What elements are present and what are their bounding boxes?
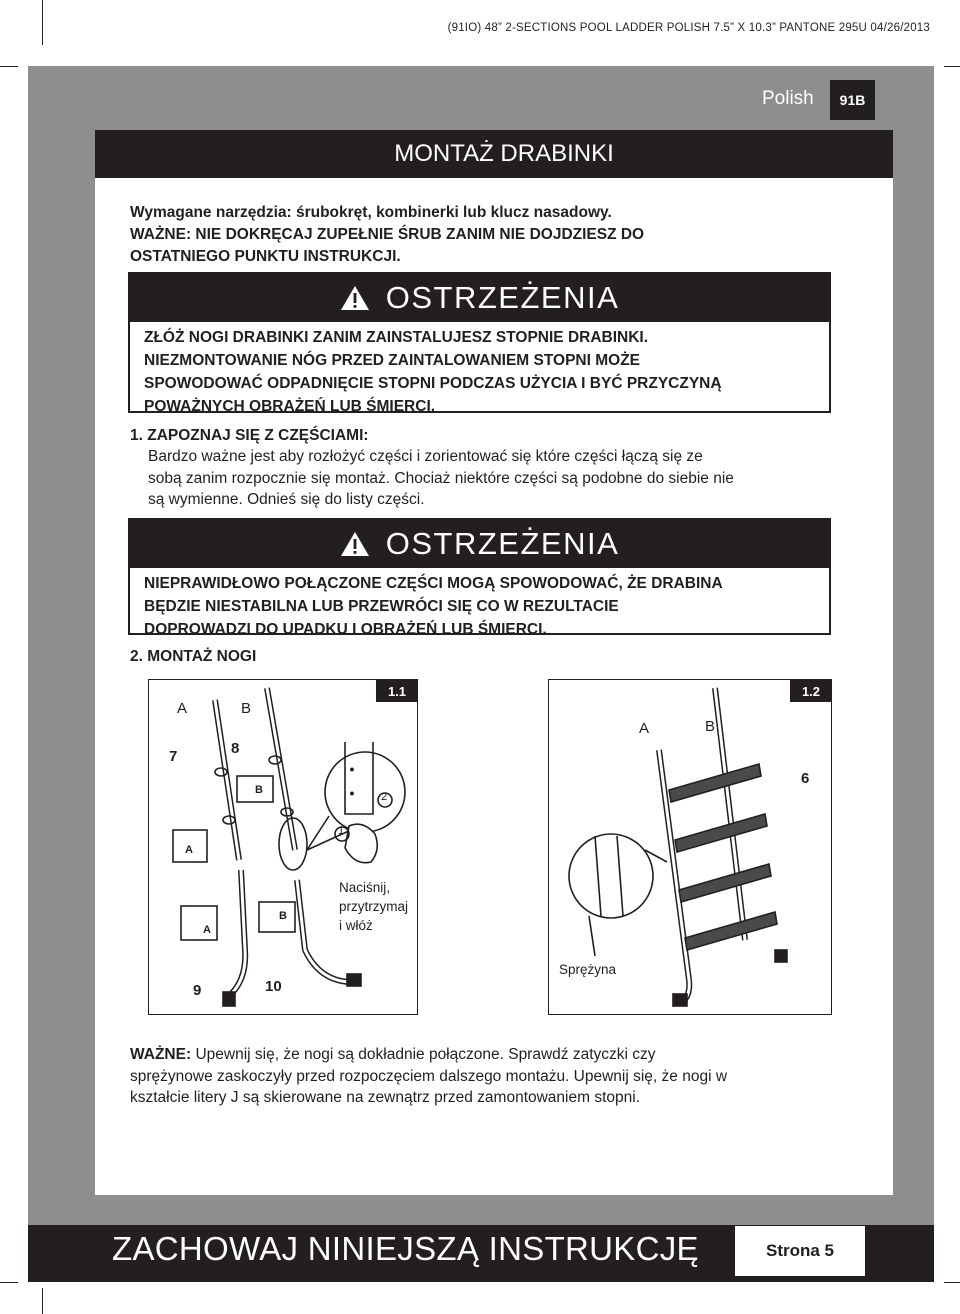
spring-caption: Sprężyna bbox=[559, 962, 617, 977]
intro-line: WAŻNE: NIE DOKRĘCAJ ZUPEŁNIE ŚRUB ZANIM NIE DOJDZIESZ DO bbox=[130, 226, 645, 243]
note-lead: WAŻNE: bbox=[130, 1046, 192, 1063]
part-7-label: 7 bbox=[169, 748, 178, 765]
step-line: sobą zanim rozpocznie się montaż. Chociaż niektóre części są podobne do siebie nie bbox=[148, 469, 734, 487]
intro-line: OSTATNIEGO PUNKTU INSTRUKCJI. bbox=[130, 248, 401, 265]
print-info-header: (91IO) 48” 2-SECTIONS POOL LADDER POLISH 7.5” X 10.3” PANTONE 295U 04/26/2013 bbox=[447, 22, 930, 34]
label-b: B bbox=[241, 700, 252, 717]
warning-line: POWAŻNYCH OBRAŻEŃ LUB ŚMIERCI. bbox=[144, 398, 436, 415]
crop-mark bbox=[944, 66, 960, 67]
warning-line: DOPROWADZI DO UPADKU I OBRAŻEŃ LUB ŚMIERCI. bbox=[144, 621, 547, 638]
warning-box-parts bbox=[128, 518, 831, 638]
step-1-body bbox=[148, 446, 734, 511]
step-line: są wymienne. Odnieś się do listy części. bbox=[148, 491, 425, 508]
caption-line: i włóż bbox=[339, 918, 373, 933]
label-a: A bbox=[639, 720, 650, 737]
bracket-tag-a: A bbox=[203, 924, 211, 936]
warning-body bbox=[130, 322, 829, 418]
page-title: MONTAŻ DRABINKI bbox=[95, 130, 893, 178]
note-text: sprężynowe zaskoczyły przed rozpoczęciem dalszego montażu. Upewnij się, że nogi w bbox=[130, 1067, 728, 1085]
bracket-tag-b: B bbox=[255, 784, 263, 796]
note-text: kształcie litery J są skierowane na zewnątrz przed zamontowaniem stopni. bbox=[130, 1089, 641, 1106]
step-circle-1: 1 bbox=[338, 825, 345, 837]
page-number: Strona 5 bbox=[735, 1226, 865, 1276]
warning-line: NIEZMONTOWANIE NÓG PRZED ZAINTALOWANIEM STOPNI MOŻE bbox=[144, 352, 640, 369]
part-10-label: 10 bbox=[265, 978, 282, 995]
warning-box-legs bbox=[128, 272, 831, 413]
bracket-tag-b: B bbox=[279, 910, 287, 922]
press-hold-insert-caption bbox=[339, 878, 408, 935]
figure-1-2 bbox=[548, 679, 832, 1015]
warning-header bbox=[130, 520, 829, 568]
step-1-title: 1. ZAPOZNAJ SIĘ Z CZĘŚCIAMI: bbox=[130, 427, 369, 444]
warning-header bbox=[130, 274, 829, 322]
warning-line: ZŁÓŻ NOGI DRABINKI ZANIM ZAINSTALUJESZ STOPNIE DRABINKI. bbox=[144, 329, 649, 346]
step-line: Bardzo ważne jest aby rozłożyć części i zorientować się które części łączą się ze bbox=[148, 448, 703, 465]
part-9-label: 9 bbox=[193, 982, 202, 999]
warning-line: SPOWODOWAĆ ODPADNIĘCIE STOPNI PODCZAS UŻYCIA I BYĆ PRZYCZYNĄ bbox=[144, 375, 722, 392]
svg-text:•: • bbox=[349, 761, 355, 777]
important-note bbox=[130, 1044, 727, 1109]
figure-1-1 bbox=[148, 679, 418, 1015]
language-label: Polish bbox=[762, 88, 814, 109]
intro-text bbox=[130, 202, 870, 268]
crop-mark bbox=[0, 1282, 18, 1283]
step-2-title: 2. MONTAŻ NOGI bbox=[130, 648, 257, 665]
figure-number: 1.2 bbox=[790, 680, 832, 702]
intro-line: Wymagane narzędzia: śrubokręt, kombinerki lub klucz nasadowy. bbox=[130, 204, 612, 221]
warning-heading: OSTRZEŻENIA bbox=[385, 280, 620, 315]
warning-triangle-icon bbox=[340, 531, 370, 557]
warning-triangle-icon bbox=[340, 285, 370, 311]
note-text: Upewnij się, że nogi są dokładnie połączone. Sprawdź zatyczki czy bbox=[191, 1046, 656, 1063]
part-6-label: 6 bbox=[801, 770, 810, 787]
warning-line: NIEPRAWIDŁOWO POŁĄCZONE CZĘŚCI MOGĄ SPOWODOWAĆ, ŻE DRABINA bbox=[144, 575, 723, 592]
bracket-tag-a: A bbox=[185, 844, 193, 856]
figure-number: 1.1 bbox=[376, 680, 418, 702]
label-a: A bbox=[177, 700, 188, 717]
part-8-label: 8 bbox=[231, 740, 240, 757]
crop-mark bbox=[944, 1282, 960, 1283]
warning-body bbox=[130, 568, 829, 641]
page-code-badge: 91B bbox=[830, 80, 875, 120]
step-circle-2: 2 bbox=[381, 791, 388, 803]
crop-mark bbox=[0, 66, 18, 67]
crop-mark bbox=[42, 1288, 43, 1314]
warning-line: BĘDZIE NIESTABILNA LUB PRZEWRÓCI SIĘ CO W REZULTACIE bbox=[144, 598, 619, 615]
warning-heading: OSTRZEŻENIA bbox=[385, 526, 620, 561]
caption-line: przytrzymaj bbox=[339, 899, 409, 914]
footer-title: ZACHOWAJ NINIEJSZĄ INSTRUKCJĘ bbox=[112, 1230, 699, 1267]
svg-text:•: • bbox=[349, 785, 355, 801]
caption-line: Naciśnij, bbox=[339, 880, 391, 895]
label-b: B bbox=[705, 718, 716, 735]
